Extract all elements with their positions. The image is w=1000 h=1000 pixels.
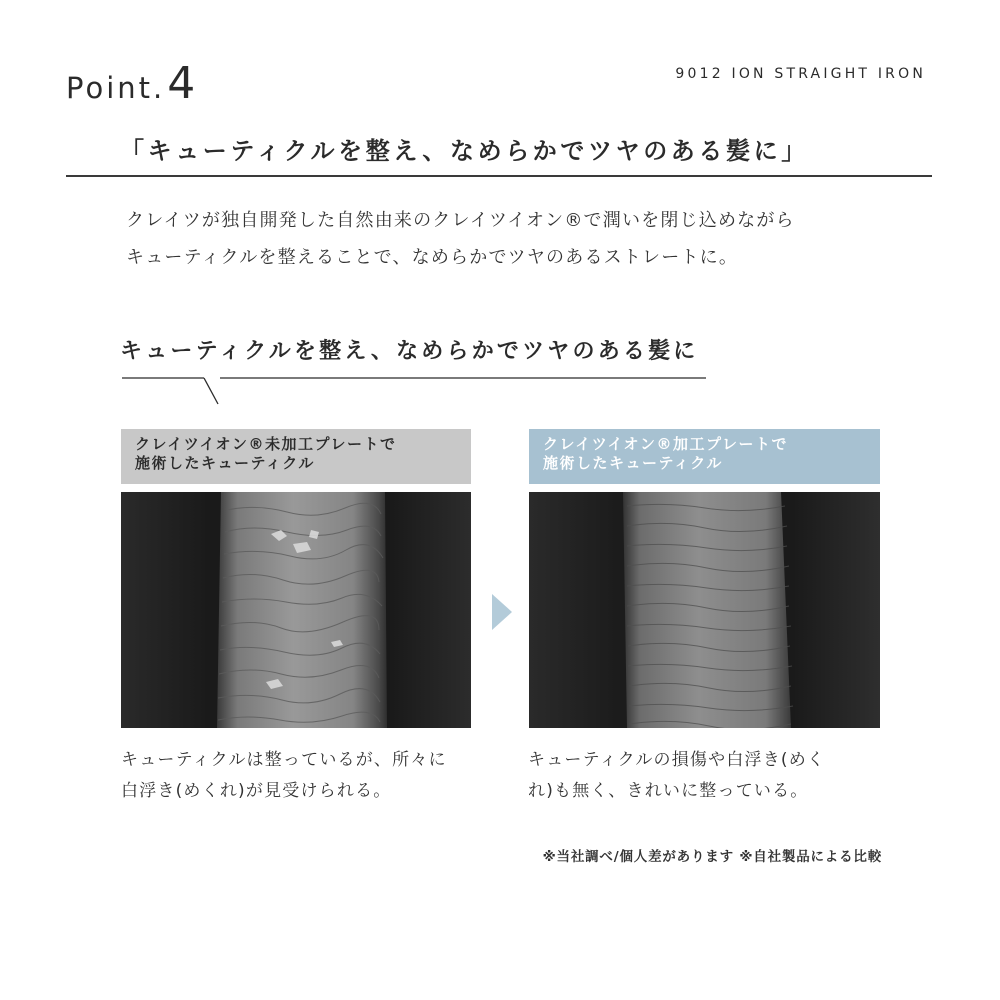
after-caption bbox=[528, 745, 825, 807]
sub-heading: キューティクルを整え、なめらかでツヤのある髪に bbox=[120, 339, 699, 364]
hair-strand-image bbox=[121, 492, 471, 728]
after-label bbox=[529, 429, 880, 484]
before-caption bbox=[121, 745, 447, 807]
headline: 「キューティクルを整え、なめらかでツヤのある髪に」 bbox=[120, 137, 809, 165]
after-label-line1: クレイツイオン®加工プレートで bbox=[543, 435, 788, 453]
intro-line: キューティクルを整えることで、なめらかでツヤのあるストレートに。 bbox=[126, 247, 739, 268]
before-label-line1: クレイツイオン®未加工プレートで bbox=[135, 435, 397, 453]
point-number: 4 bbox=[167, 58, 196, 109]
before-caption-line1: キューティクルは整っているが、所々に bbox=[121, 750, 447, 770]
intro-text bbox=[126, 202, 795, 276]
speech-bubble-underline bbox=[120, 370, 710, 410]
point-label: Point. bbox=[66, 71, 166, 105]
product-name: 9012 ION STRAIGHT IRON bbox=[675, 66, 926, 82]
point-heading bbox=[66, 58, 195, 108]
after-hair-micrograph bbox=[529, 492, 880, 728]
hair-strand-image bbox=[529, 492, 880, 728]
before-caption-line2: 白浮き(めくれ)が見受けられる。 bbox=[121, 781, 392, 801]
headline-divider bbox=[66, 175, 932, 177]
footnote: ※当社調べ/個人差があります ※自社製品による比較 bbox=[542, 849, 882, 865]
before-label-line2: 施術したキューティクル bbox=[135, 454, 315, 472]
chevron-right-icon bbox=[490, 592, 514, 632]
after-label-line2: 施術したキューティクル bbox=[543, 454, 723, 472]
before-hair-micrograph bbox=[121, 492, 471, 728]
before-label bbox=[121, 429, 471, 484]
intro-line: クレイツが独自開発した自然由来のクレイツイオン®で潤いを閉じ込めながら bbox=[126, 210, 795, 231]
after-caption-line1: キューティクルの損傷や白浮き(めく bbox=[528, 750, 826, 770]
after-caption-line2: れ)も無く、きれいに整っている。 bbox=[528, 781, 809, 801]
